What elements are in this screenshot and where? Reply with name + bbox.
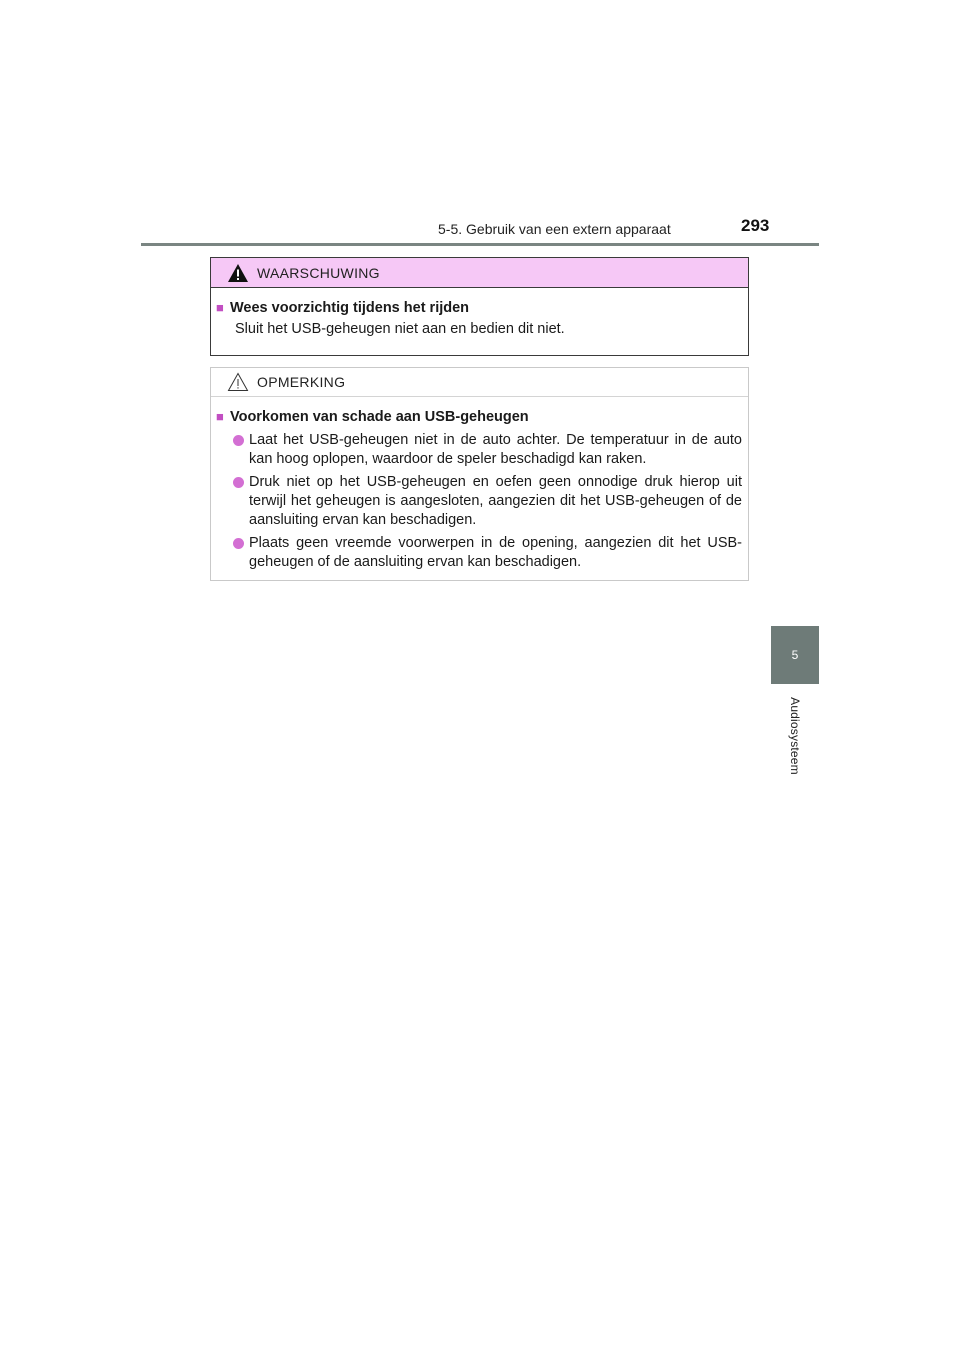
notice-title: OPMERKING: [257, 374, 346, 390]
caution-outline-triangle-icon: [227, 372, 249, 392]
list-item: [216, 473, 742, 530]
chapter-label: Audiosysteem: [788, 697, 802, 775]
square-bullet-icon: ■: [216, 300, 224, 315]
list-item-text: Plaats geen vreemde voorwerpen in de opening, aangezien dit het USB-geheugen of de aansluiting ervan kan beschadigen.: [249, 535, 742, 570]
notice-list: [216, 431, 742, 572]
notice-heading-text: Voorkomen van schade aan USB-geheugen: [230, 409, 529, 425]
round-bullet-icon: [233, 435, 244, 446]
header-divider: [141, 243, 819, 246]
section-title: 5-5. Gebruik van een extern apparaat: [438, 221, 671, 237]
list-item: [216, 534, 742, 572]
notice-heading: [216, 407, 742, 427]
chapter-tab[interactable]: [771, 626, 819, 684]
list-item: [216, 431, 742, 469]
warning-header: [211, 258, 748, 288]
list-item-text: Druk niet op het USB-geheugen en oefen geen onnodige druk hierop uit terwijl het geheugen is aangesloten, aangezien dit het USB-geheugen of de aansluiting ervan kan beschadigen.: [249, 474, 742, 528]
round-bullet-icon: [233, 538, 244, 549]
notice-box: [210, 367, 749, 581]
warning-text: Sluit het USB-geheugen niet aan en bedien dit niet.: [235, 321, 565, 337]
warning-box: [210, 257, 749, 356]
warning-heading-text: Wees voorzichtig tijdens het rijden: [230, 300, 470, 316]
warning-title: WAARSCHUWING: [257, 264, 380, 281]
page-number: 293: [741, 216, 770, 235]
warning-body: [211, 288, 748, 339]
warning-heading: [216, 298, 742, 318]
warning-triangle-icon: [227, 263, 249, 283]
chapter-number: 5: [791, 648, 799, 662]
square-bullet-icon: ■: [216, 409, 224, 424]
list-item-text: Laat het USB-geheugen niet in de auto achter. De temperatuur in de auto kan hoog oplopen, waardoor de speler beschadigd kan raken.: [249, 432, 742, 467]
notice-body: [211, 397, 748, 572]
notice-header: [211, 368, 748, 397]
round-bullet-icon: [233, 477, 244, 488]
